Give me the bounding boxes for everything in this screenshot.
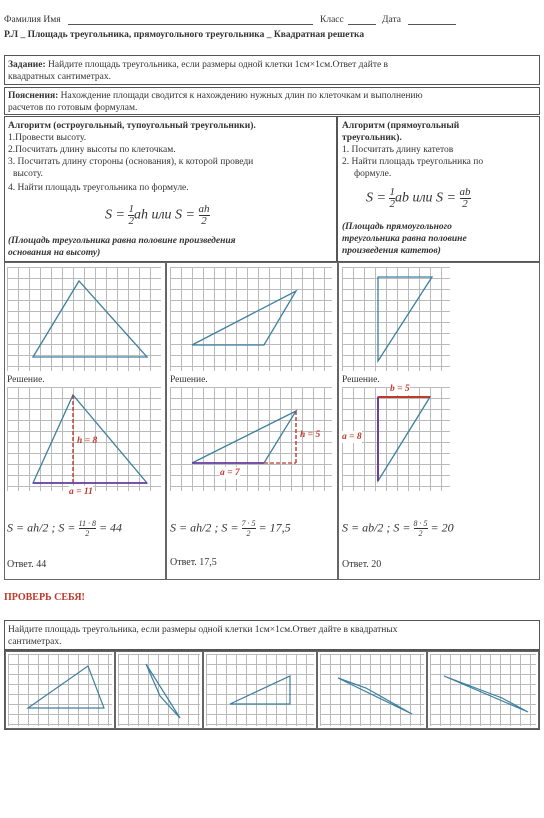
example-1-height-label: h = 8 <box>77 436 98 446</box>
example-3-cell <box>338 262 540 580</box>
example-1-answer: Ответ. 44 <box>7 559 47 570</box>
example-1-triangle <box>7 267 161 371</box>
algorithm-left-note-line1: (Площадь треугольника равна половине произведения <box>8 236 236 246</box>
check-task-box <box>4 620 540 650</box>
example-1-result: = 44 <box>98 520 123 535</box>
example-2-cell <box>166 262 338 580</box>
example-3-fraction-den: 2 <box>418 529 423 538</box>
example-2-fraction-den: 2 <box>246 529 251 538</box>
date-label: Дата <box>382 15 401 25</box>
check-yourself-title: ПРОВЕРЬ СЕБЯ! <box>4 592 85 603</box>
example-1-fraction-den: 2 <box>85 529 90 538</box>
example-1-problem-grid <box>7 267 161 371</box>
task-text-line2: квадратных сантиметрах. <box>8 72 111 82</box>
algorithm-left-step: 1.Провести высоту. <box>8 133 87 143</box>
algorithm-right-box <box>337 116 540 262</box>
algorithm-right-note-line2: треугольника равна половине <box>342 234 467 244</box>
check-figure-1-triangle <box>8 654 112 726</box>
check-figure-4-triangle <box>320 654 424 726</box>
algorithm-left-note-line2: основания на высоту) <box>8 248 101 258</box>
explanation-text-line1: Нахождение площади сводится к нахождению нужных длин по клеточкам и выполнению <box>60 91 423 101</box>
example-2-triangle <box>170 267 332 371</box>
example-3-solution-grid <box>342 384 450 491</box>
example-2-base-label: a = 7 <box>220 468 240 478</box>
check-task-line2: сантиметрах. <box>8 637 62 647</box>
example-3-leg-b-label: b = 5 <box>390 384 410 394</box>
name-line[interactable] <box>68 24 313 25</box>
algorithm-right-step: 1. Посчитать длину катетов <box>342 145 454 155</box>
example-1-base-label: a = 11 <box>69 487 93 497</box>
algorithm-right-step: 2. Найти площадь треугольника по <box>342 157 484 167</box>
solution-label: Решение. <box>7 375 45 385</box>
algorithm-left-formula: S = $\frac{1}{2}$ ah или S = $\frac{ah}{2}$ <box>105 203 210 227</box>
check-figure-2-triangle <box>118 654 200 726</box>
example-2-result: = 17,5 <box>258 520 291 535</box>
algorithm-left-step: высоту. <box>13 169 43 179</box>
algorithm-left-step: 4. Найти площадь треугольника по формуле. <box>8 183 189 193</box>
algorithm-right-note-line1: (Площадь прямоугольного <box>342 222 452 232</box>
example-1-solution-grid <box>7 387 161 497</box>
name-label: Фамилия Имя <box>4 15 61 25</box>
algorithm-right-formula: S = $\frac{1}{2}$ ab или S = $\frac{ab}{2}$ <box>366 186 471 210</box>
example-2-solution-grid <box>170 387 332 491</box>
example-2-fraction-num: 7 · 5 <box>241 519 256 528</box>
example-3-fraction-num: 8 · 5 <box>413 519 428 528</box>
check-figure-5 <box>427 651 539 729</box>
explanation-label: Пояснения: <box>8 91 59 101</box>
algorithm-right-note-line3: произведения катетов) <box>342 246 441 256</box>
algorithm-right-title-line1: Алгоритм (прямоугольный <box>342 121 460 131</box>
example-3-leg-a-label: a = 8 <box>342 432 362 442</box>
task-text-line1: Найдите площадь треугольника, если размеры одной клетки 1см×1см.Ответ дайте в <box>48 60 389 70</box>
check-figures-row <box>4 650 540 730</box>
check-task-line1: Найдите площадь треугольника, если размеры одной клетки 1см×1см.Ответ дайте в квадратных <box>8 625 398 635</box>
algorithm-left-step: 2.Посчитать длину высоты по клеточкам. <box>8 145 176 155</box>
check-figure-3 <box>203 651 317 729</box>
date-line[interactable] <box>408 24 456 25</box>
example-1-fraction-num: 11 · 8 <box>78 519 96 528</box>
check-figure-5-triangle <box>430 654 536 726</box>
algorithm-left-title: Алгоритм (остроугольный, тупоугольный треугольники). <box>8 121 256 131</box>
example-2-height-label: h = 5 <box>300 430 321 440</box>
explanation-text-line2: расчетов по готовым формулам. <box>8 103 138 113</box>
task-label: Задание: <box>8 60 46 70</box>
algorithm-left-box <box>4 116 337 262</box>
class-line[interactable] <box>348 24 376 25</box>
explanation-box <box>4 87 540 115</box>
check-figure-3-triangle <box>206 654 314 726</box>
class-label: Класс <box>320 15 344 25</box>
example-1-formula <box>7 519 122 538</box>
example-3-formula <box>342 519 454 538</box>
task-box <box>4 55 540 85</box>
example-2-formula <box>170 519 291 538</box>
page-title: Р.Л _ Площадь треугольника, прямоугольного треугольника _ Квадратная решетка <box>4 30 365 40</box>
example-1-formula-left: S = ah/2 ; S = <box>7 520 76 535</box>
example-3-formula-left: S = ab/2 ; S = <box>342 520 411 535</box>
example-3-triangle <box>342 267 450 371</box>
check-figure-2 <box>115 651 203 729</box>
check-figure-1 <box>5 651 115 729</box>
check-figure-4 <box>317 651 427 729</box>
algorithm-right-step: формуле. <box>354 169 392 179</box>
example-2-answer: Ответ. 17,5 <box>170 557 217 568</box>
algorithm-left-step: 3. Посчитать длину стороны (основания), к которой проведи <box>8 157 254 167</box>
solution-label: Решение. <box>170 375 208 385</box>
example-3-problem-grid <box>342 267 450 371</box>
solution-label: Решение. <box>342 375 380 385</box>
algorithm-right-title-line2: треугольник). <box>342 133 402 143</box>
example-2-formula-left: S = ah/2 ; S = <box>170 520 239 535</box>
example-1-cell <box>4 262 166 580</box>
example-3-answer: Ответ. 20 <box>342 559 382 570</box>
example-2-problem-grid <box>170 267 332 371</box>
example-3-result: = 20 <box>430 520 454 535</box>
